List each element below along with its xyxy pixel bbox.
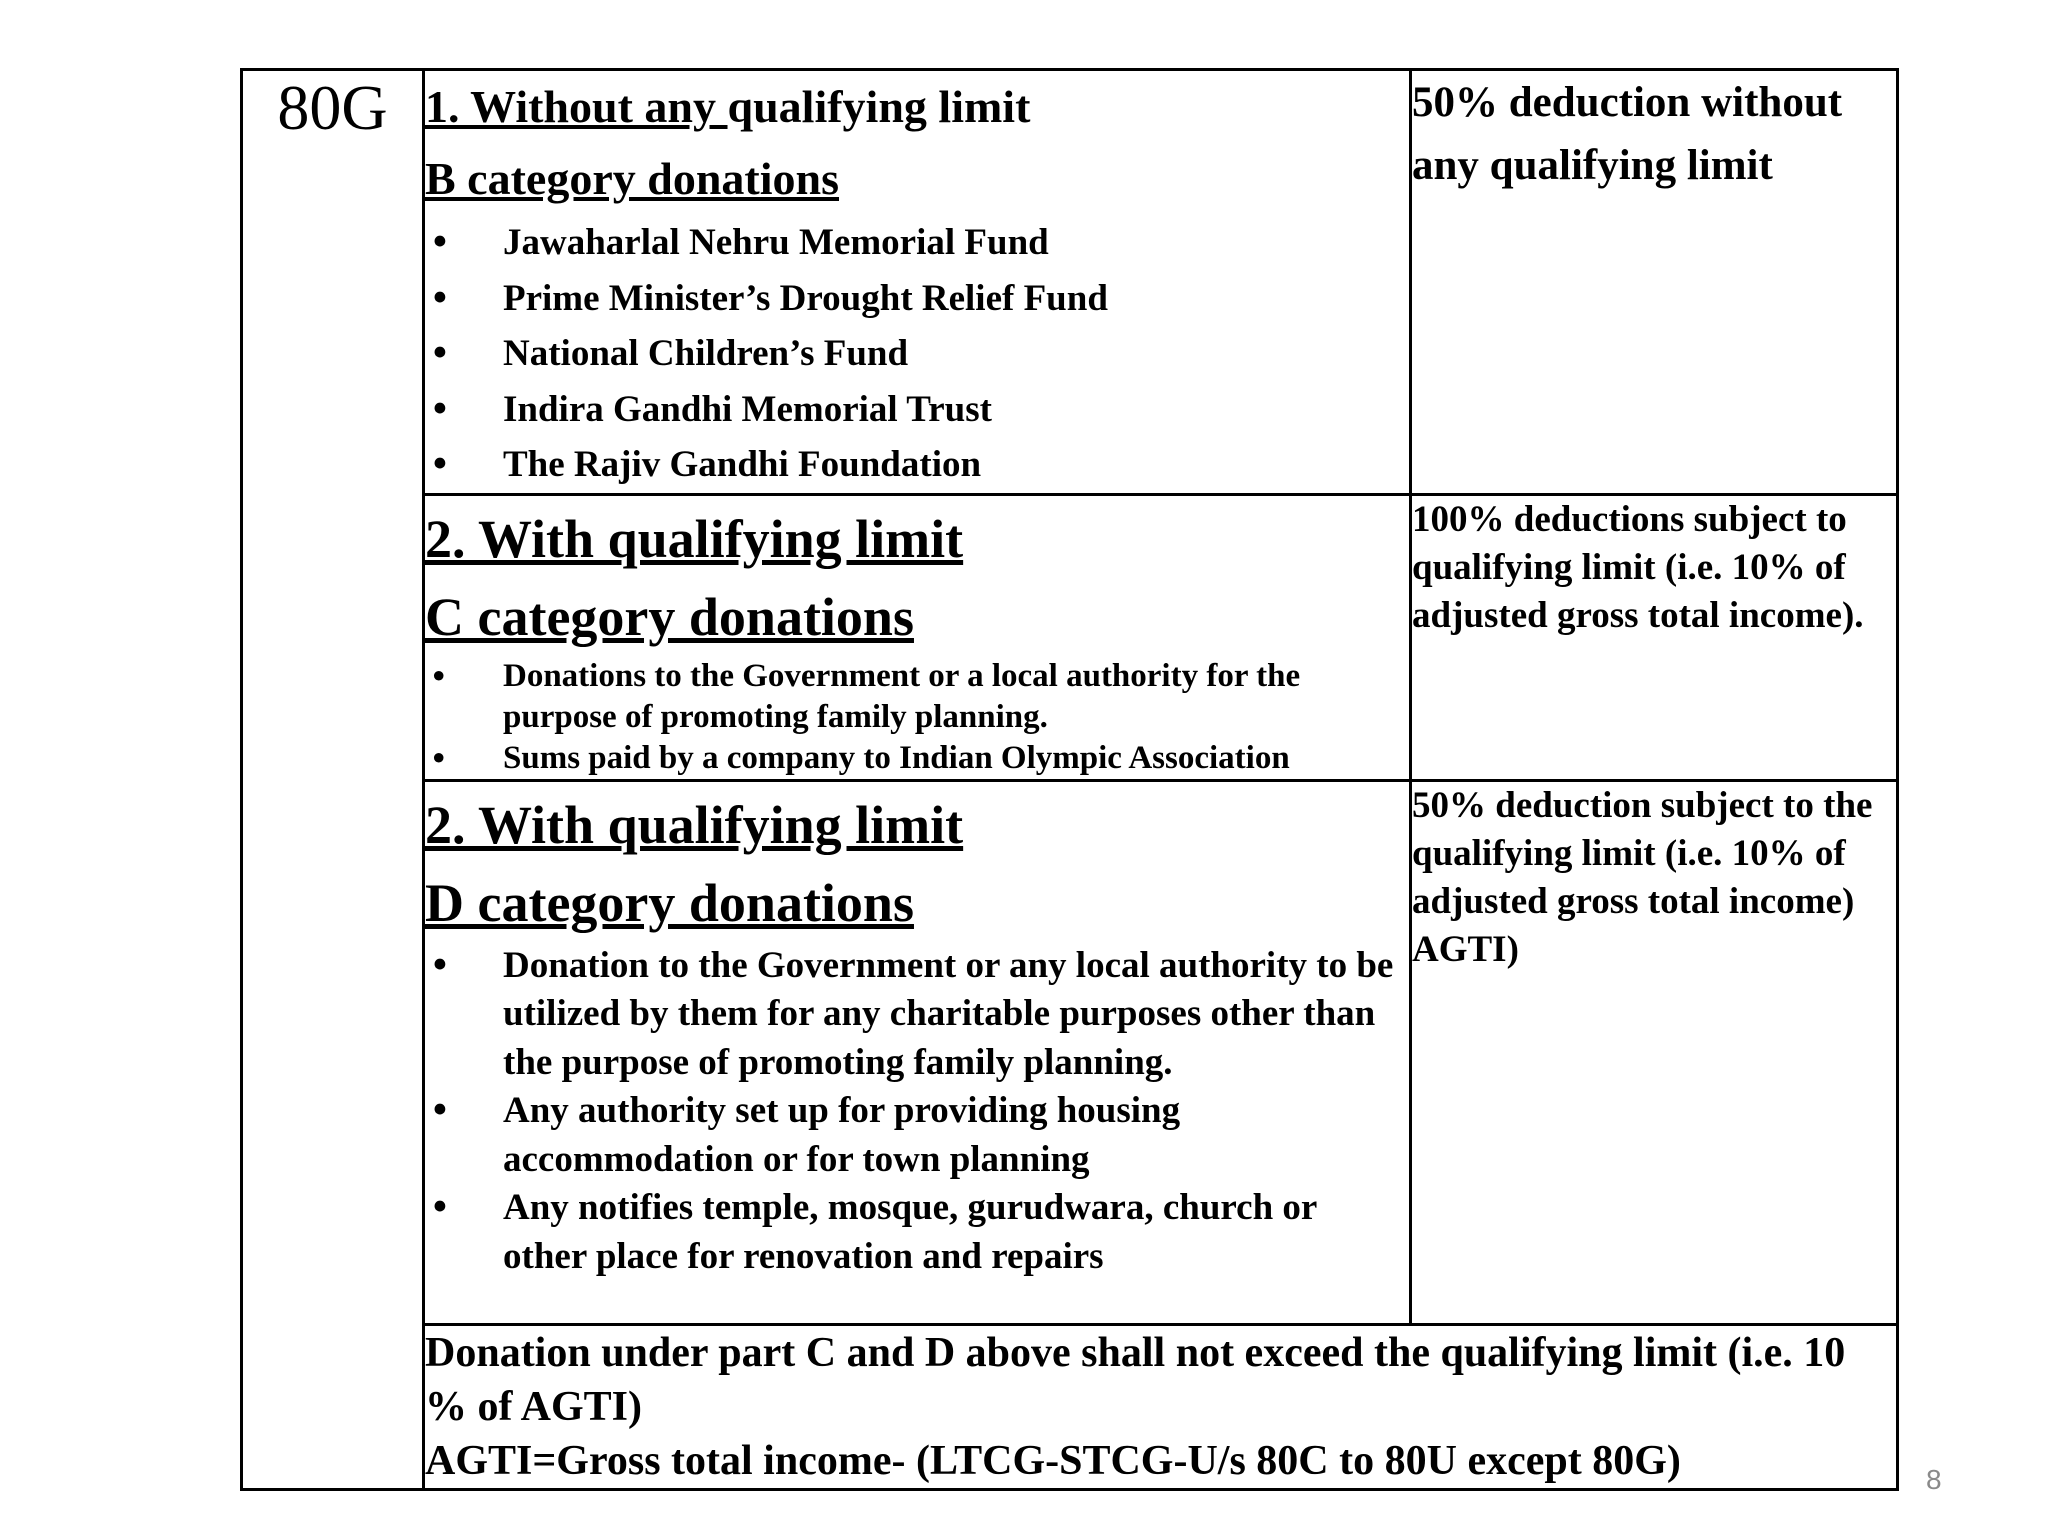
list-item: • Donations to the Government or a local authority for the purpose of promoting family planning. bbox=[425, 656, 1409, 738]
row1-heading bbox=[425, 71, 1409, 143]
footer-note bbox=[424, 1324, 1898, 1489]
list-item: • Any notifies temple, mosque, gurudwara, church or other place for renovation and repairs bbox=[425, 1184, 1409, 1281]
deduction-table bbox=[240, 68, 1899, 1491]
list-item: • National Children’s Fund bbox=[425, 326, 1409, 382]
row2-list bbox=[425, 656, 1409, 779]
row1-heading-rest: qualifying limit bbox=[727, 81, 1031, 132]
row1-list bbox=[425, 215, 1409, 493]
table-row bbox=[242, 70, 1898, 495]
row1-category: B category donations bbox=[425, 153, 839, 204]
list-item: • The Rajiv Gandhi Foundation bbox=[425, 437, 1409, 493]
donation-cell-b bbox=[424, 70, 1411, 495]
list-item: • Any authority set up for providing housing accommodation or for town planning bbox=[425, 1087, 1409, 1184]
list-item: • Prime Minister’s Drought Relief Fund bbox=[425, 271, 1409, 327]
row3-category: D category donations bbox=[425, 872, 914, 933]
section-code: 80G bbox=[277, 72, 388, 143]
row3-list bbox=[425, 942, 1409, 1282]
section-code-cell bbox=[242, 70, 424, 1490]
row3-heading: 2. With qualifying limit bbox=[425, 794, 964, 855]
row2-category: C category donations bbox=[425, 586, 914, 647]
row1-deduction: 50% deduction without any qualifying limit bbox=[1411, 70, 1898, 495]
donation-cell-d bbox=[424, 780, 1411, 1324]
footer-line-2: AGTI=Gross total income- (LTCG-STCG-U/s 80C to 80U except 80G) bbox=[425, 1437, 1681, 1484]
row2-deduction: 100% deductions subject to qualifying limit (i.e. 10% of adjusted gross total income). bbox=[1411, 494, 1898, 780]
list-item: • Indira Gandhi Memorial Trust bbox=[425, 382, 1409, 438]
table-row bbox=[242, 1324, 1898, 1489]
row2-heading: 2. With qualifying limit bbox=[425, 508, 964, 569]
table-row bbox=[242, 780, 1898, 1324]
row3-deduction: 50% deduction subject to the qualifying limit (i.e. 10% of adjusted gross total income) AGTI) bbox=[1411, 780, 1898, 1324]
list-item: • Jawaharlal Nehru Memorial Fund bbox=[425, 215, 1409, 271]
donation-cell-c bbox=[424, 494, 1411, 780]
list-item: • Donation to the Government or any local authority to be utilized by them for any charitable purposes other than the purpose of promoting family planning. bbox=[425, 942, 1409, 1088]
list-item: • Sums paid by a company to Indian Olympic Association bbox=[425, 738, 1409, 779]
table-row bbox=[242, 494, 1898, 780]
row1-heading-underlined: 1. Without any bbox=[425, 81, 728, 132]
page-number: 8 bbox=[1926, 1464, 1942, 1495]
footer-line-1: Donation under part C and D above shall not exceed the qualifying limit (i.e. 10 % of AGTI) bbox=[425, 1329, 1846, 1430]
